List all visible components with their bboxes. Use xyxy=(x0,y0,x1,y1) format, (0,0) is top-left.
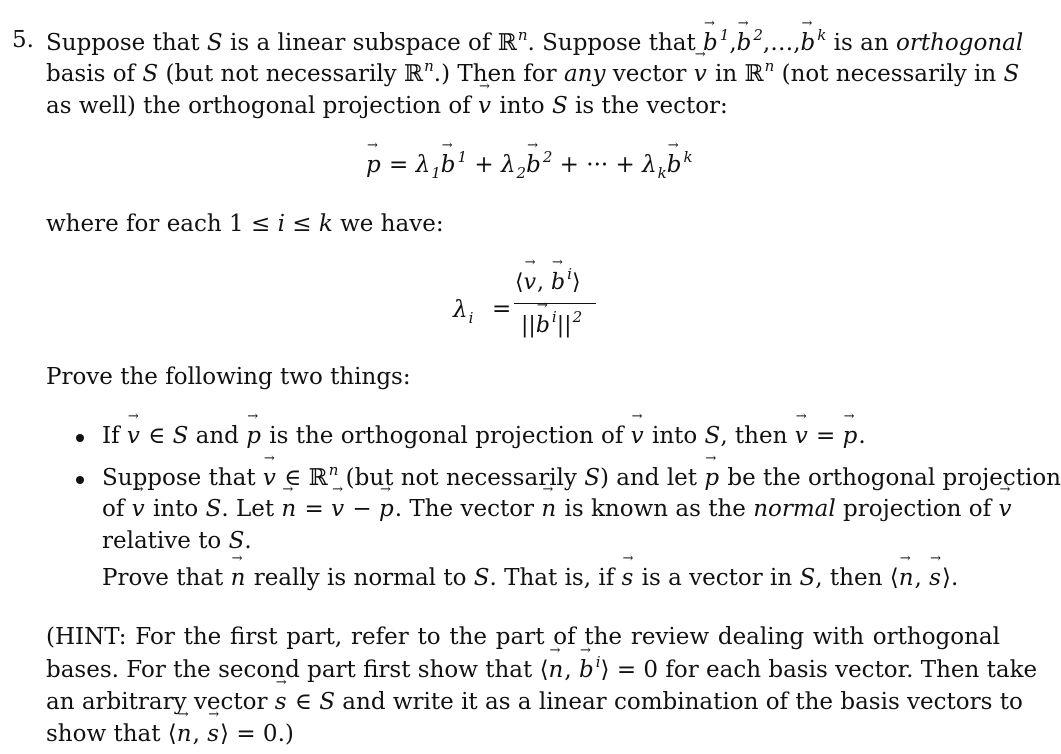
vector-p: → p xyxy=(843,425,859,448)
bullet-1 xyxy=(102,425,866,448)
lambda-lhs xyxy=(453,297,474,327)
vector-v: → v xyxy=(795,425,809,448)
vector-v: → v xyxy=(127,425,141,448)
text: into xyxy=(145,496,206,522)
vector-b: → b xyxy=(801,32,817,55)
math-n: n xyxy=(764,57,775,75)
vector-s: → s xyxy=(275,691,288,714)
text: || xyxy=(556,313,572,338)
text: . xyxy=(244,528,252,554)
text: . That is, if xyxy=(489,565,622,591)
emphasis-orthogonal: orthogonal xyxy=(896,30,1024,56)
text: we have: xyxy=(332,211,444,237)
superscript: 2 xyxy=(542,148,553,166)
text: is a linear subspace of xyxy=(222,30,498,56)
text: basis of xyxy=(46,61,143,87)
text: , xyxy=(537,270,552,295)
text: .) xyxy=(277,721,294,747)
fraction-denominator xyxy=(521,308,583,338)
math-lambda: λ xyxy=(642,152,657,178)
superscript: i xyxy=(567,265,572,283)
vector-p: → p xyxy=(366,154,382,177)
text: . xyxy=(858,423,866,449)
text: = xyxy=(381,152,416,178)
text: and write it as a linear combination of the basis vectors to xyxy=(335,689,1023,715)
superscript: 2 xyxy=(753,26,763,44)
bullet-dot xyxy=(76,434,84,442)
math-S: S xyxy=(584,465,600,491)
text: = 0 xyxy=(609,657,659,683)
subscript: 1 xyxy=(431,164,441,182)
superscript: k xyxy=(817,26,827,44)
math-S: S xyxy=(228,528,245,554)
text: relative to xyxy=(102,528,229,554)
math-S: S xyxy=(551,93,568,119)
vector-p: → p xyxy=(704,467,720,490)
math-R: ℝ xyxy=(308,465,328,491)
text: and xyxy=(188,423,247,449)
math-lambda: λ xyxy=(415,152,431,178)
text: be the orthogonal projection xyxy=(720,465,1061,491)
text: vector xyxy=(605,61,694,87)
math-lambda: λ xyxy=(500,152,516,178)
intro-line-1 xyxy=(46,26,1024,56)
vector-s: → s xyxy=(929,567,942,590)
text: ∈ xyxy=(287,689,320,715)
text: of xyxy=(102,496,132,522)
text: ∈ xyxy=(276,465,309,491)
text: (but not necessarily xyxy=(338,465,585,491)
intro-line-2 xyxy=(46,57,1020,87)
text: Suppose that xyxy=(102,465,263,491)
vector-v: → v xyxy=(132,498,146,521)
text: ⟨ xyxy=(167,721,177,747)
math-S: S xyxy=(1003,61,1020,87)
text: is an xyxy=(826,30,896,56)
math-lambda: λ xyxy=(453,297,468,323)
math-S: S xyxy=(799,565,816,591)
text: into xyxy=(492,93,552,119)
text: projection of xyxy=(835,496,999,522)
superscript: i xyxy=(551,308,557,326)
projection-formula xyxy=(366,148,693,182)
text: 1 ≤ xyxy=(229,211,278,237)
text: , xyxy=(192,721,208,747)
problem-number: 5. xyxy=(12,27,34,53)
text: where for each xyxy=(46,211,230,237)
text: ⟩ xyxy=(941,565,951,591)
subscript: i xyxy=(468,309,474,327)
text: really is normal to xyxy=(246,565,474,591)
superscript: 1 xyxy=(457,148,468,166)
text: = xyxy=(297,496,332,522)
text: , then xyxy=(720,423,795,449)
text: + ··· + xyxy=(552,152,643,178)
text: , then xyxy=(815,565,890,591)
text: ⟨ xyxy=(889,565,899,591)
math-S: S xyxy=(206,30,223,56)
math-S: S xyxy=(473,565,490,591)
vector-s: → s xyxy=(622,567,635,590)
text: = 0 xyxy=(229,721,278,747)
bullet-2-line-3 xyxy=(102,530,252,553)
text: (not necessarily in xyxy=(774,61,1004,87)
prove-intro: Prove the following two things: xyxy=(46,364,411,390)
where-line xyxy=(46,213,444,236)
text: bases. For the second part first show that xyxy=(46,657,540,683)
text: ,…, xyxy=(762,30,801,56)
vector-v: → v xyxy=(998,498,1012,521)
math-R: ℝ xyxy=(404,61,424,87)
vector-v: → v xyxy=(524,270,537,295)
text: . The vector xyxy=(394,496,542,522)
vector-b: → b xyxy=(441,154,457,177)
text: Suppose that xyxy=(46,30,207,56)
hint-line-4 xyxy=(46,723,1000,746)
text: is a vector in xyxy=(634,565,800,591)
math-S: S xyxy=(205,496,222,522)
superscript: 1 xyxy=(719,26,730,44)
hint-line-1: (HINT: For the first part, refer to the part of the review dealing with orthogonal xyxy=(46,624,1000,650)
vector-b: → b xyxy=(703,32,719,55)
math-n: n xyxy=(424,57,434,75)
text: ⟩ xyxy=(600,657,610,683)
text: ∈ xyxy=(140,423,173,449)
text: = xyxy=(808,423,843,449)
vector-b: → b xyxy=(579,659,595,682)
vector-n: → n xyxy=(549,659,565,682)
text: in xyxy=(707,61,745,87)
superscript: 2 xyxy=(572,308,583,326)
vector-v: → v xyxy=(331,498,345,521)
vector-n: → n xyxy=(231,567,247,590)
text: ⟨ xyxy=(515,270,524,295)
vector-p: → p xyxy=(246,425,262,448)
hint-line-3 xyxy=(46,689,1023,715)
text: is known as the xyxy=(557,496,754,522)
bullet-2-line-2 xyxy=(102,496,1012,522)
vector-n: → n xyxy=(899,567,915,590)
text: || xyxy=(521,313,536,338)
math-S: S xyxy=(704,423,721,449)
vector-b: → b xyxy=(667,154,683,177)
superscript: k xyxy=(683,148,693,166)
text: as well) the orthogonal projection of xyxy=(46,93,479,119)
text: ⟨ xyxy=(539,657,549,683)
text: . Suppose that xyxy=(527,30,704,56)
vector-v: → v xyxy=(263,467,277,490)
vector-n: → n xyxy=(541,498,557,521)
bullet-dot xyxy=(76,476,84,484)
text: ) and let xyxy=(599,465,705,491)
vector-n: → n xyxy=(177,723,193,746)
emphasis-any: any xyxy=(563,61,606,87)
text: .) Then for xyxy=(433,61,564,87)
vector-b: → b xyxy=(526,154,542,177)
text: is the vector: xyxy=(567,93,728,119)
superscript: i xyxy=(595,653,601,671)
text: is the orthogonal projection of xyxy=(261,423,631,449)
math-R: ℝ xyxy=(497,30,517,56)
fraction-bar xyxy=(514,303,596,304)
text: . xyxy=(950,565,959,591)
vector-b: → b xyxy=(551,270,566,295)
text: show that xyxy=(46,721,168,747)
subscript: k xyxy=(657,164,667,182)
text: − xyxy=(345,496,380,522)
math-n: n xyxy=(517,26,528,44)
emphasis-normal: normal xyxy=(753,496,836,522)
text: ⟩ xyxy=(220,721,230,747)
text: ≤ xyxy=(284,211,319,237)
math-S: S xyxy=(142,61,159,87)
vector-p: → p xyxy=(379,498,395,521)
bullet-2-line-4 xyxy=(102,567,958,590)
text: an arbitrary vector xyxy=(46,689,275,715)
text: Prove that xyxy=(102,565,231,591)
lambda-formula xyxy=(453,265,603,340)
vector-v: → v xyxy=(478,95,492,118)
text: (but not necessarily xyxy=(158,61,404,87)
vector-s: → s xyxy=(207,723,220,746)
vector-b: → b xyxy=(536,313,551,338)
vector-n: → n xyxy=(281,498,297,521)
vector-v: → v xyxy=(631,425,645,448)
text: for each basis vector. Then take xyxy=(658,657,1038,683)
text: . Let xyxy=(221,496,282,522)
math-S: S xyxy=(319,689,335,715)
equals-sign: = xyxy=(492,296,512,322)
math-S: S xyxy=(172,423,189,449)
vector-b: → b xyxy=(737,32,753,55)
text: into xyxy=(644,423,705,449)
subscript: 2 xyxy=(516,164,527,182)
math-n: n xyxy=(328,461,339,479)
math-i: i xyxy=(277,211,285,237)
intro-line-3 xyxy=(46,95,728,118)
text: ⟩ xyxy=(571,270,581,295)
hint-line-2 xyxy=(46,653,1038,683)
text: , xyxy=(914,565,930,591)
vector-v: → v xyxy=(694,63,708,86)
text: , xyxy=(729,30,737,56)
text: If xyxy=(102,423,127,449)
math-k: k xyxy=(318,211,333,237)
math-R: ℝ xyxy=(744,61,764,87)
text: + xyxy=(467,152,501,178)
text: , xyxy=(564,657,579,683)
fraction-numerator xyxy=(515,265,581,295)
